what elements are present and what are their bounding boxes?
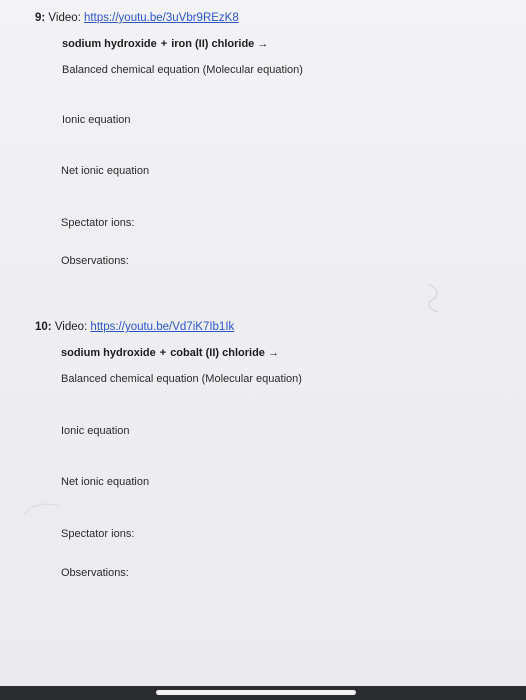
bottom-bar	[0, 686, 526, 700]
video-label: Video:	[45, 12, 85, 24]
plus-sign: +	[160, 38, 168, 50]
video-label: Video:	[51, 321, 91, 333]
reactant-2: cobalt (II) chloride	[170, 347, 265, 359]
reactant-1: sodium hydroxide	[61, 347, 156, 359]
net-ionic-equation-label: Net ionic equation	[61, 476, 150, 488]
video-link[interactable]: https://youtu.be/Vd7iK7Ib1Ik	[90, 321, 235, 333]
net-ionic-equation-label: Net ionic equation	[61, 165, 150, 177]
reactant-2: iron (II) chloride	[171, 38, 255, 50]
home-indicator[interactable]	[156, 690, 356, 695]
balanced-equation-label: Balanced chemical equation (Molecular equation)	[62, 64, 303, 76]
ionic-equation-label: Ionic equation	[61, 425, 130, 437]
question-number: 9:	[35, 12, 46, 24]
ionic-equation-label: Ionic equation	[62, 114, 131, 126]
question-number: 10:	[35, 321, 52, 333]
video-line-9	[35, 11, 239, 25]
reaction-line-9	[62, 37, 268, 51]
observations-label: Observations:	[61, 567, 129, 579]
spectator-ions-label: Spectator ions:	[61, 217, 135, 229]
video-link[interactable]: https://youtu.be/3uVbr9REzK8	[84, 12, 239, 24]
reaction-line-10	[61, 346, 279, 360]
arrow-icon: →	[267, 347, 279, 359]
reactant-1: sodium hydroxide	[62, 38, 157, 50]
arrow-icon: →	[257, 38, 269, 50]
plus-sign: +	[159, 347, 167, 359]
pencil-scribble-mark	[422, 282, 444, 314]
spectator-ions-label: Spectator ions:	[61, 528, 135, 540]
balanced-equation-label: Balanced chemical equation (Molecular equation)	[61, 373, 302, 385]
video-line-10	[35, 320, 234, 334]
pencil-scribble-mark	[22, 498, 62, 518]
observations-label: Observations:	[61, 255, 129, 267]
